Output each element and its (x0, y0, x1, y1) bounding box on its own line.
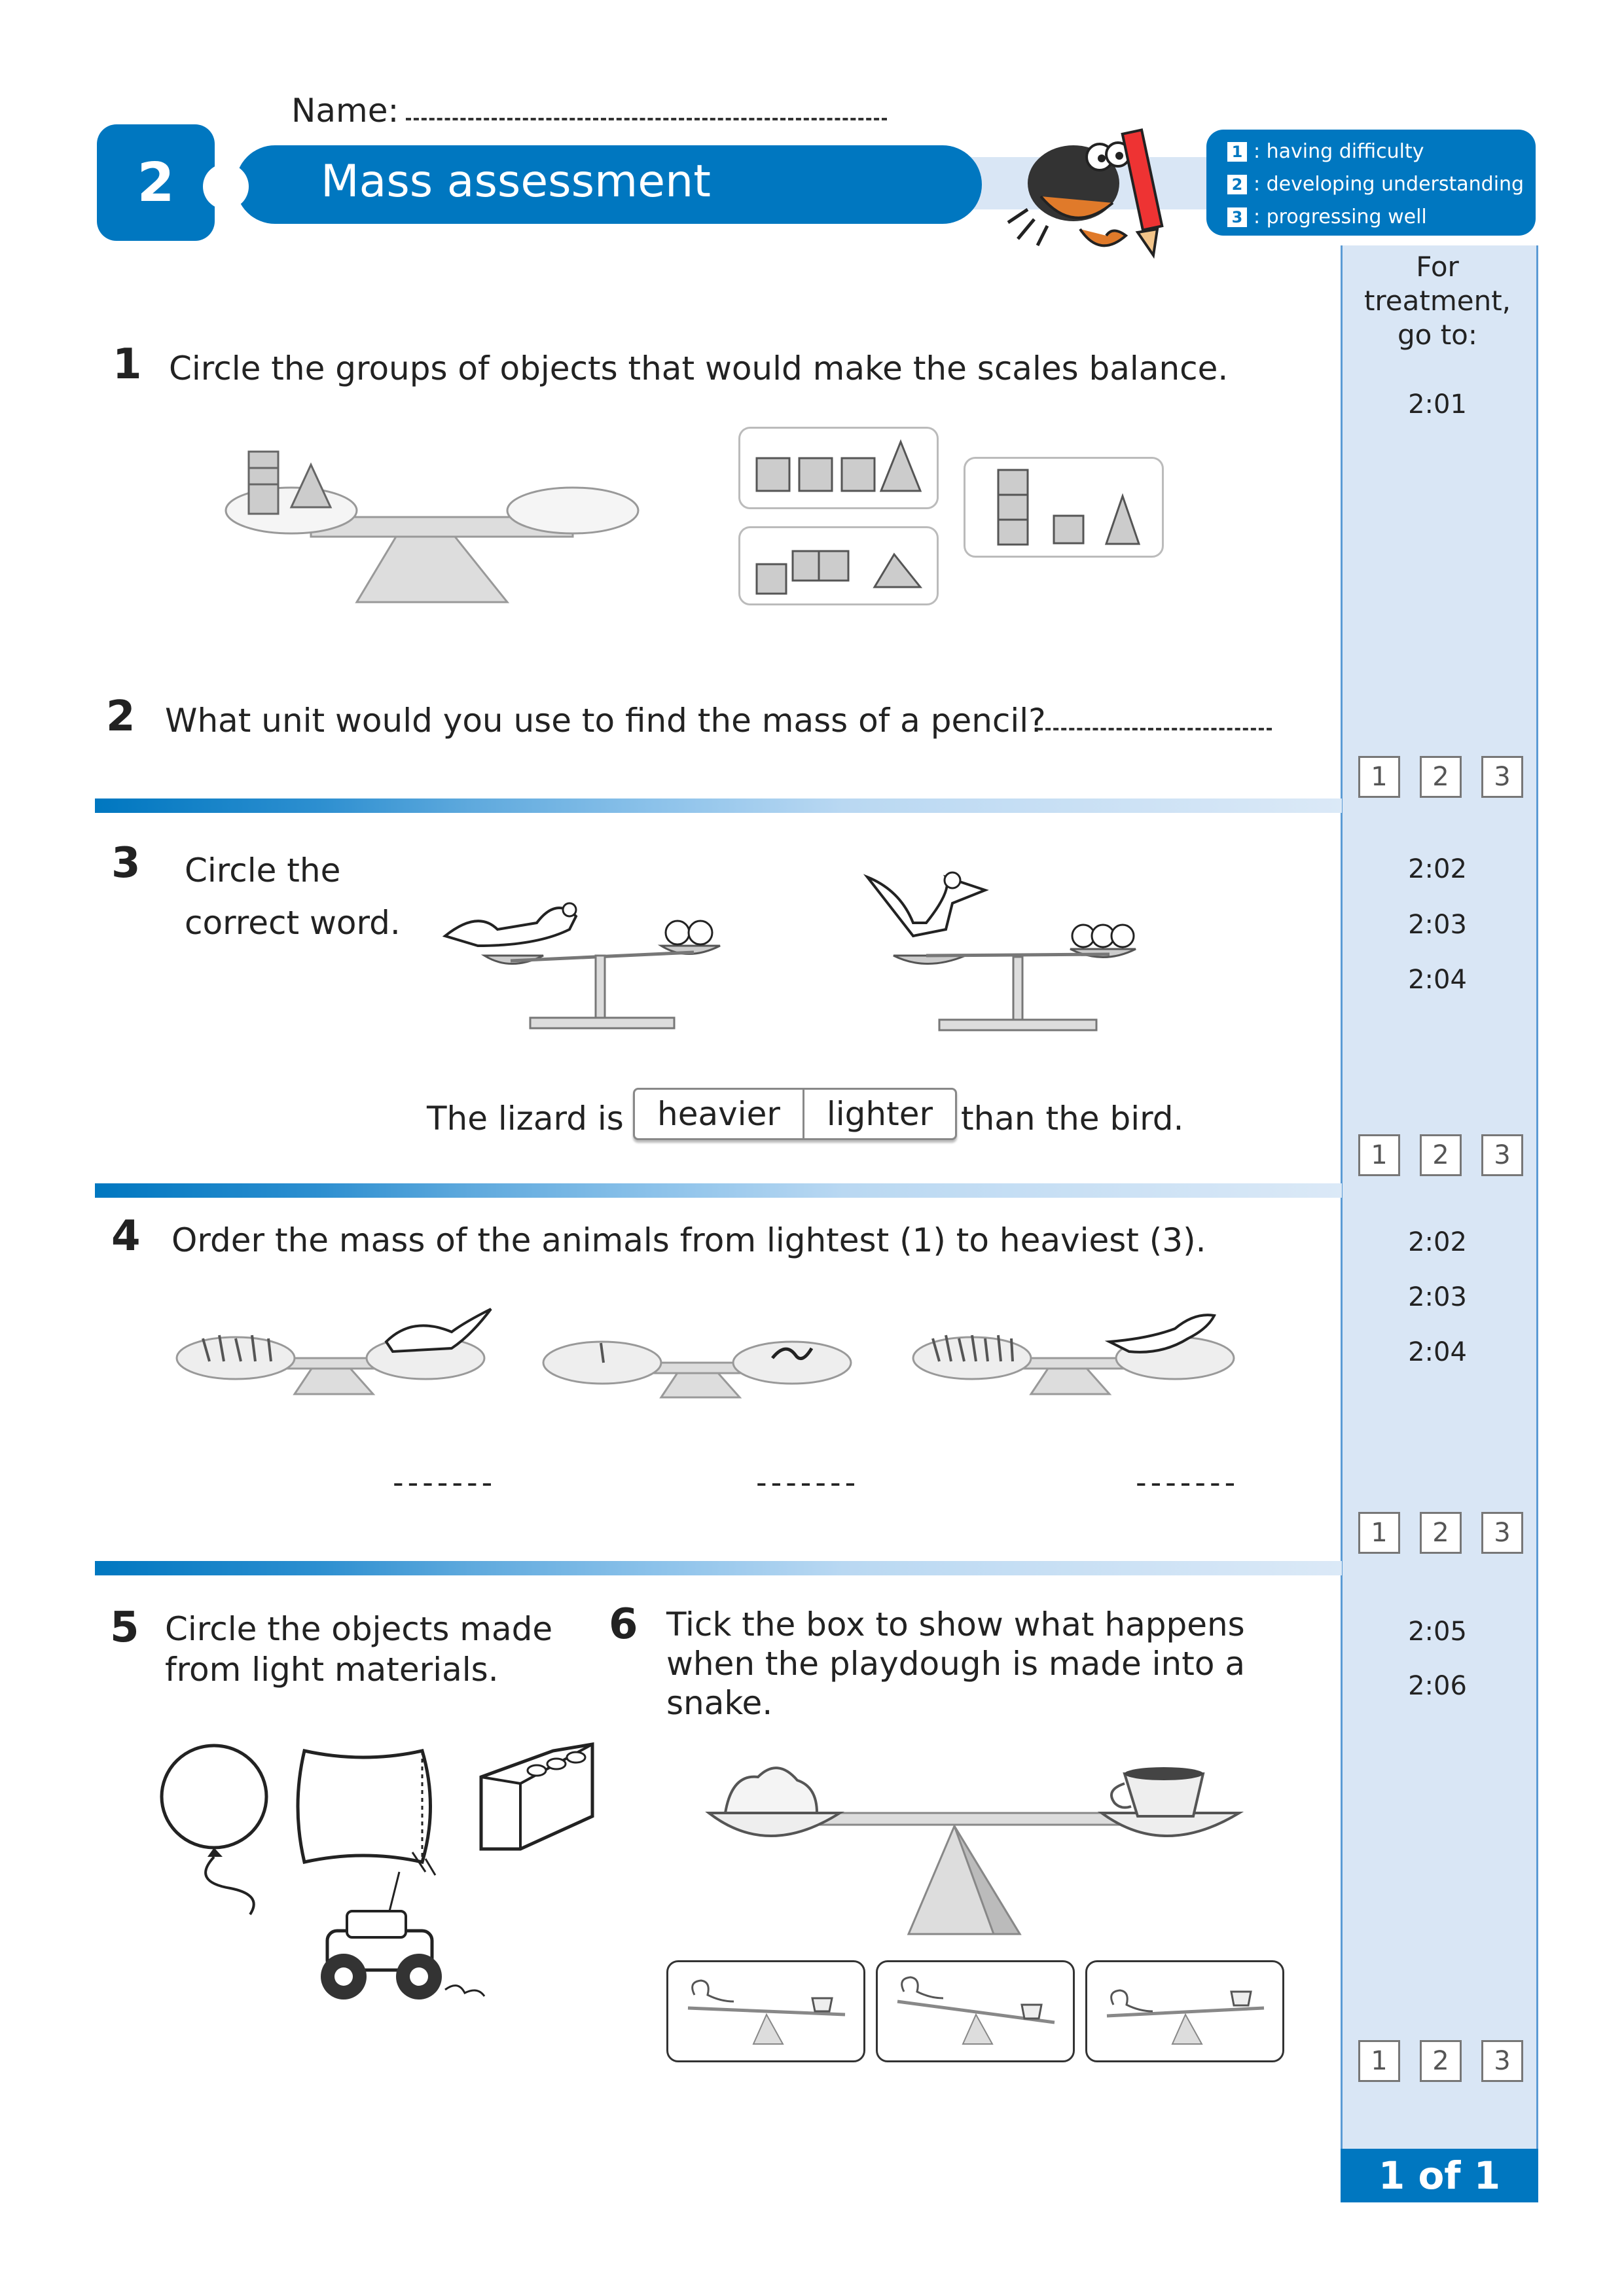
worm-scale-icon (543, 1322, 871, 1401)
q3-rating (1358, 1134, 1523, 1176)
option-lighter[interactable]: lighter (826, 1095, 933, 1133)
scale-tilt-left-icon (681, 1975, 852, 2047)
cubes-wedge-icon (750, 535, 927, 597)
rating-box-1[interactable]: 1 (1358, 2040, 1400, 2082)
legend-item-2 (1227, 173, 1524, 196)
q5-ref-2: 2:06 (1408, 1671, 1467, 1701)
q3-number: 3 (111, 839, 141, 888)
rating-box-2[interactable]: 2 (1420, 1512, 1462, 1554)
option-group-c[interactable] (964, 457, 1164, 558)
tower-cube-triangle-icon (992, 467, 1149, 548)
rating-box-1[interactable]: 1 (1358, 756, 1400, 798)
q4-answer-2[interactable]: ------- (756, 1465, 860, 1500)
bird-scale-icon (854, 851, 1155, 1041)
section-divider (95, 1183, 1342, 1198)
outcome-box-3[interactable] (1085, 1960, 1284, 2062)
rating-box-3[interactable]: 3 (1481, 1512, 1523, 1554)
lizard-scale-icon (439, 884, 766, 1041)
q3-ref-1: 2:02 (1408, 854, 1467, 884)
q3-text: Circle the correct word. (185, 852, 401, 942)
legend-num: 1 (1227, 142, 1247, 162)
q4-number: 4 (111, 1212, 141, 1261)
q3-ref-3: 2:04 (1408, 965, 1467, 995)
word-choice-box (633, 1088, 957, 1140)
section-divider (95, 798, 1342, 813)
q5-text: Circle the objects made from light materials. (165, 1610, 553, 1689)
q5-6-rating (1358, 2040, 1523, 2082)
rating-box-1[interactable]: 1 (1358, 1512, 1400, 1554)
q2-text: What unit would you use to find the mass of a pencil? (165, 702, 1046, 740)
q5-ref-1: 2:05 (1408, 1617, 1467, 1647)
option-group-b[interactable] (738, 526, 939, 605)
q4-answer-3[interactable]: ------- (1136, 1465, 1240, 1500)
balance-scale-q1 (226, 439, 645, 609)
rating-box-1[interactable]: 1 (1358, 1134, 1400, 1176)
q4-answer-1[interactable]: ------- (393, 1465, 497, 1500)
legend-num: 3 (1227, 207, 1247, 227)
option-group-a[interactable] (738, 427, 939, 509)
unit-number: 2 (137, 151, 175, 214)
rating-legend (1206, 130, 1536, 236)
page-indicator: 1 of 1 (1341, 2149, 1538, 2202)
scale-balanced-icon (1100, 1975, 1271, 2047)
q1-2-rating (1358, 756, 1523, 798)
crab-pencil-icon (1001, 111, 1198, 275)
q2-answer-line[interactable] (1038, 728, 1272, 730)
lizard-nails-scale-icon (913, 1302, 1240, 1401)
rating-box-3[interactable]: 3 (1481, 756, 1523, 798)
q4-ref-2: 2:03 (1408, 1282, 1467, 1312)
treatment-column (1341, 245, 1538, 2202)
legend-item-1 (1227, 140, 1424, 163)
playdough-cup-scale-icon (706, 1748, 1242, 1937)
q4-rating (1358, 1512, 1523, 1554)
name-field[interactable] (406, 118, 887, 120)
q1-text: Circle the groups of objects that would make the scales balance. (169, 350, 1229, 387)
legend-label: : progressing well (1254, 206, 1427, 228)
legend-num: 2 (1227, 175, 1247, 194)
q5-number: 5 (110, 1604, 139, 1652)
scale-tilt-right-icon (891, 1975, 1061, 2047)
cubes-triangle-icon (750, 439, 927, 497)
treatment-label: For treatment, go to: (1363, 251, 1511, 351)
rating-box-3[interactable]: 3 (1481, 1134, 1523, 1176)
q6-text: Tick the box to show what happens when the playdough is made into a snake. (666, 1605, 1245, 1722)
rating-box-2[interactable]: 2 (1420, 2040, 1462, 2082)
rating-box-3[interactable]: 3 (1481, 2040, 1523, 2082)
toy-car-icon[interactable] (295, 1846, 511, 2016)
q3-sentence-start: The lizard is (427, 1100, 624, 1138)
q4-ref-3: 2:04 (1408, 1337, 1467, 1367)
q2-number: 2 (106, 692, 135, 741)
q4-text: Order the mass of the animals from lightest (1) to heaviest (3). (171, 1221, 1206, 1259)
section-divider (95, 1561, 1342, 1575)
rating-box-2[interactable]: 2 (1420, 1134, 1462, 1176)
q1-ref: 2:01 (1408, 389, 1467, 420)
rating-box-2[interactable]: 2 (1420, 756, 1462, 798)
q6-number: 6 (609, 1600, 638, 1649)
outcome-box-2[interactable] (876, 1960, 1075, 2062)
q3-ref-2: 2:03 (1408, 910, 1467, 940)
q4-ref-1: 2:02 (1408, 1227, 1467, 1257)
option-heavier[interactable]: heavier (635, 1090, 804, 1138)
q3-sentence-end: than the bird. (961, 1100, 1184, 1138)
legend-label: : having difficulty (1254, 140, 1424, 163)
legend-label: : developing understanding (1254, 173, 1525, 196)
rat-scale-icon (177, 1302, 504, 1401)
balloon-icon[interactable] (152, 1744, 283, 1914)
legend-item-3 (1227, 206, 1427, 228)
brick-icon[interactable] (475, 1738, 599, 1856)
name-label: Name: (291, 92, 399, 130)
page-title: Mass assessment (321, 156, 711, 207)
q1-number: 1 (113, 340, 142, 389)
outcome-box-1[interactable] (666, 1960, 865, 2062)
